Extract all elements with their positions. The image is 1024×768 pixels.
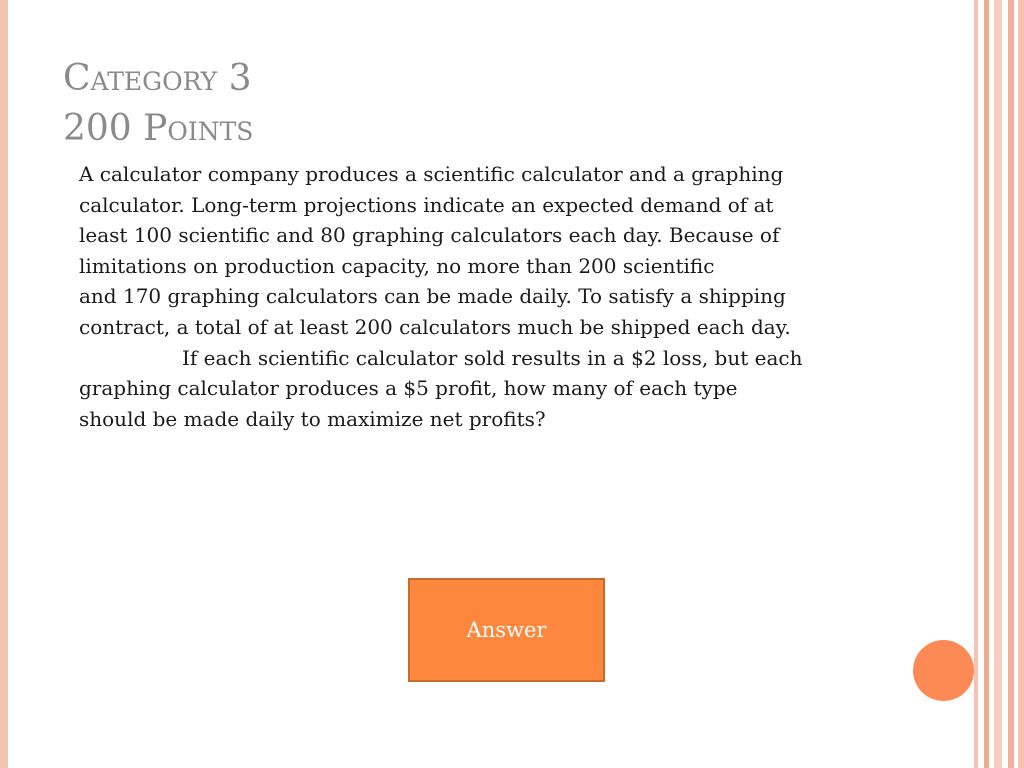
- question-line: contract, a total of at least 200 calculators much be shipped each day.: [79, 314, 791, 339]
- question-line: and 170 graphing calculators can be made daily. To satisfy a shipping: [79, 284, 786, 309]
- question-text: [79, 159, 929, 434]
- slide-title: [63, 54, 253, 154]
- title-category: Category 3: [63, 58, 252, 99]
- question-line: least 100 scientific and 80 graphing calculators each day. Because of: [79, 223, 780, 248]
- question-line: should be made daily to maximize net profits?: [79, 406, 546, 431]
- left-border-decoration: [0, 0, 8, 768]
- stripe: [984, 0, 989, 768]
- stripe: [1008, 0, 1014, 768]
- question-line: If each scientific calculator sold results in a $2 loss, but each: [182, 345, 803, 370]
- stripe: [1018, 0, 1024, 768]
- answer-button[interactable]: Answer: [408, 578, 605, 682]
- question-line: calculator. Long-term projections indicate an expected demand of at: [79, 192, 774, 217]
- question-line: A calculator company produces a scientific calculator and a graphing: [79, 162, 784, 186]
- right-stripe-decoration: [974, 0, 1024, 768]
- question-line: limitations on production capacity, no more than 200 scientific: [79, 253, 715, 278]
- stripe: [974, 0, 978, 768]
- question-line: graphing calculator produces a $5 profit, how many of each type: [79, 376, 738, 401]
- title-points: 200 Points: [63, 108, 254, 149]
- stripe: [994, 0, 1002, 768]
- circle-icon: [913, 640, 974, 701]
